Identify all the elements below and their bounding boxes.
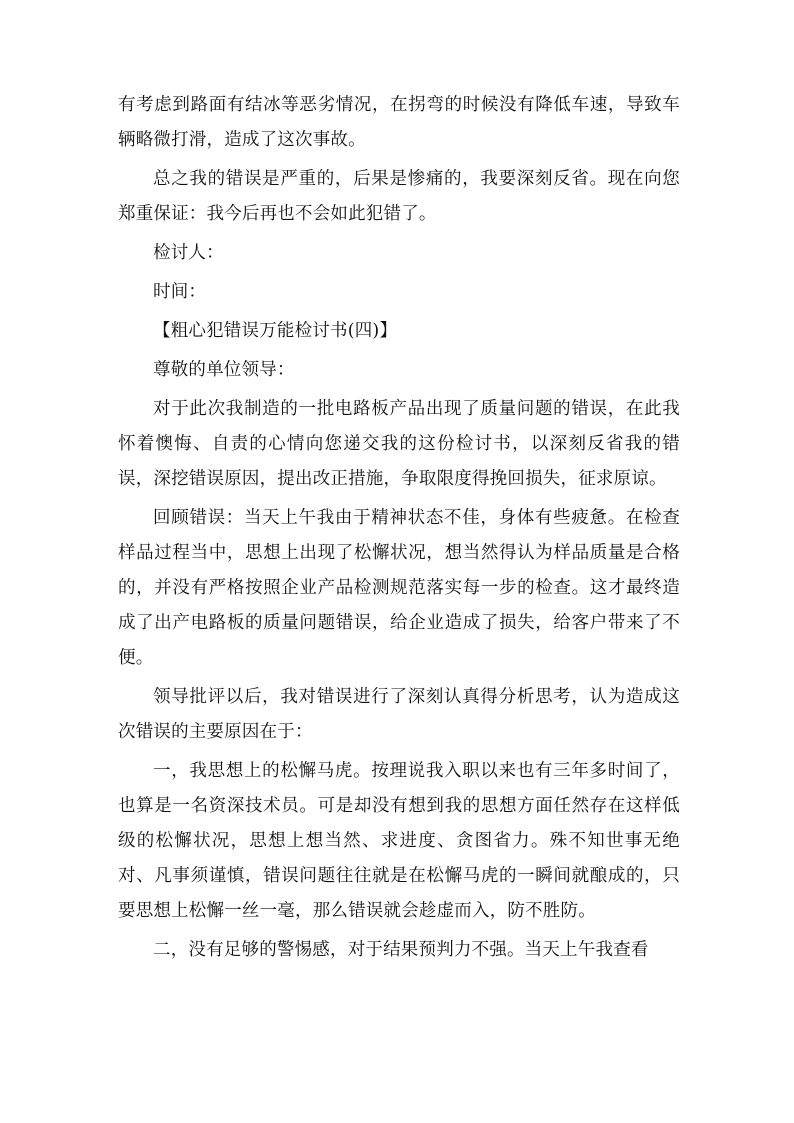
- paragraph-reason-one: 一，我思想上的松懈马虎。按理说我入职以来也有三年多时间了，也算是一名资深技术员。可是却没有想到我的思想方面任然存在这样低级的松懈状况，思想上想当然、求进度、贪图省力。殊不知世事无绝对、凡事须谨慎，错误问题往往就是在松懈马虎的一瞬间就酿成的，只要思想上松懈一丝一毫，那么错误就会趁虚而入，防不胜防。: [118, 761, 680, 921]
- date-label: 时间：: [153, 282, 207, 302]
- salutation: 尊敬的单位领导：: [153, 360, 295, 380]
- paragraph-reason-two: 二，没有足够的警惕感，对于结果预判力不强。当天上午我查看: [153, 940, 649, 960]
- signature-label: 检讨人：: [153, 243, 224, 263]
- paragraph-intro: 对于此次我制造的一批电路板产品出现了质量问题的错误，在此我怀着懊悔、自责的心情向您递交我的这份检讨书，以深刻反省我的错误，深挖错误原因，提出改正措施，争取限度得挽回损失，征求原谅。: [118, 399, 680, 489]
- paragraph-analysis: 领导批评以后，我对错误进行了深刻认真得分析思考，认为造成这次错误的主要原因在于：: [118, 687, 680, 742]
- paragraph-review: 回顾错误：当天上午我由于精神状态不佳，身体有些疲惫。在检查样品过程当中，思想上出现了松懈状况，想当然得认为样品质量是合格的，并没有严格按照企业产品检测规范落实每一步的检查。这才最终造成了出产电路板的质量问题错误，给企业造成了损失，给客户带来了不便。: [118, 508, 680, 668]
- document-body: [118, 88, 680, 972]
- paragraph-conclusion: 总之我的错误是严重的，后果是惨痛的，我要深刻反省。现在向您郑重保证：我今后再也不会如此犯错了。: [118, 169, 680, 224]
- paragraph-continuation: 有考虑到路面有结冰等恶劣情况，在拐弯的时候没有降低车速，导致车辆略微打滑，造成了这次事故。: [118, 95, 680, 150]
- section-heading: 【粗心犯错误万能检讨书(四)】: [153, 321, 398, 341]
